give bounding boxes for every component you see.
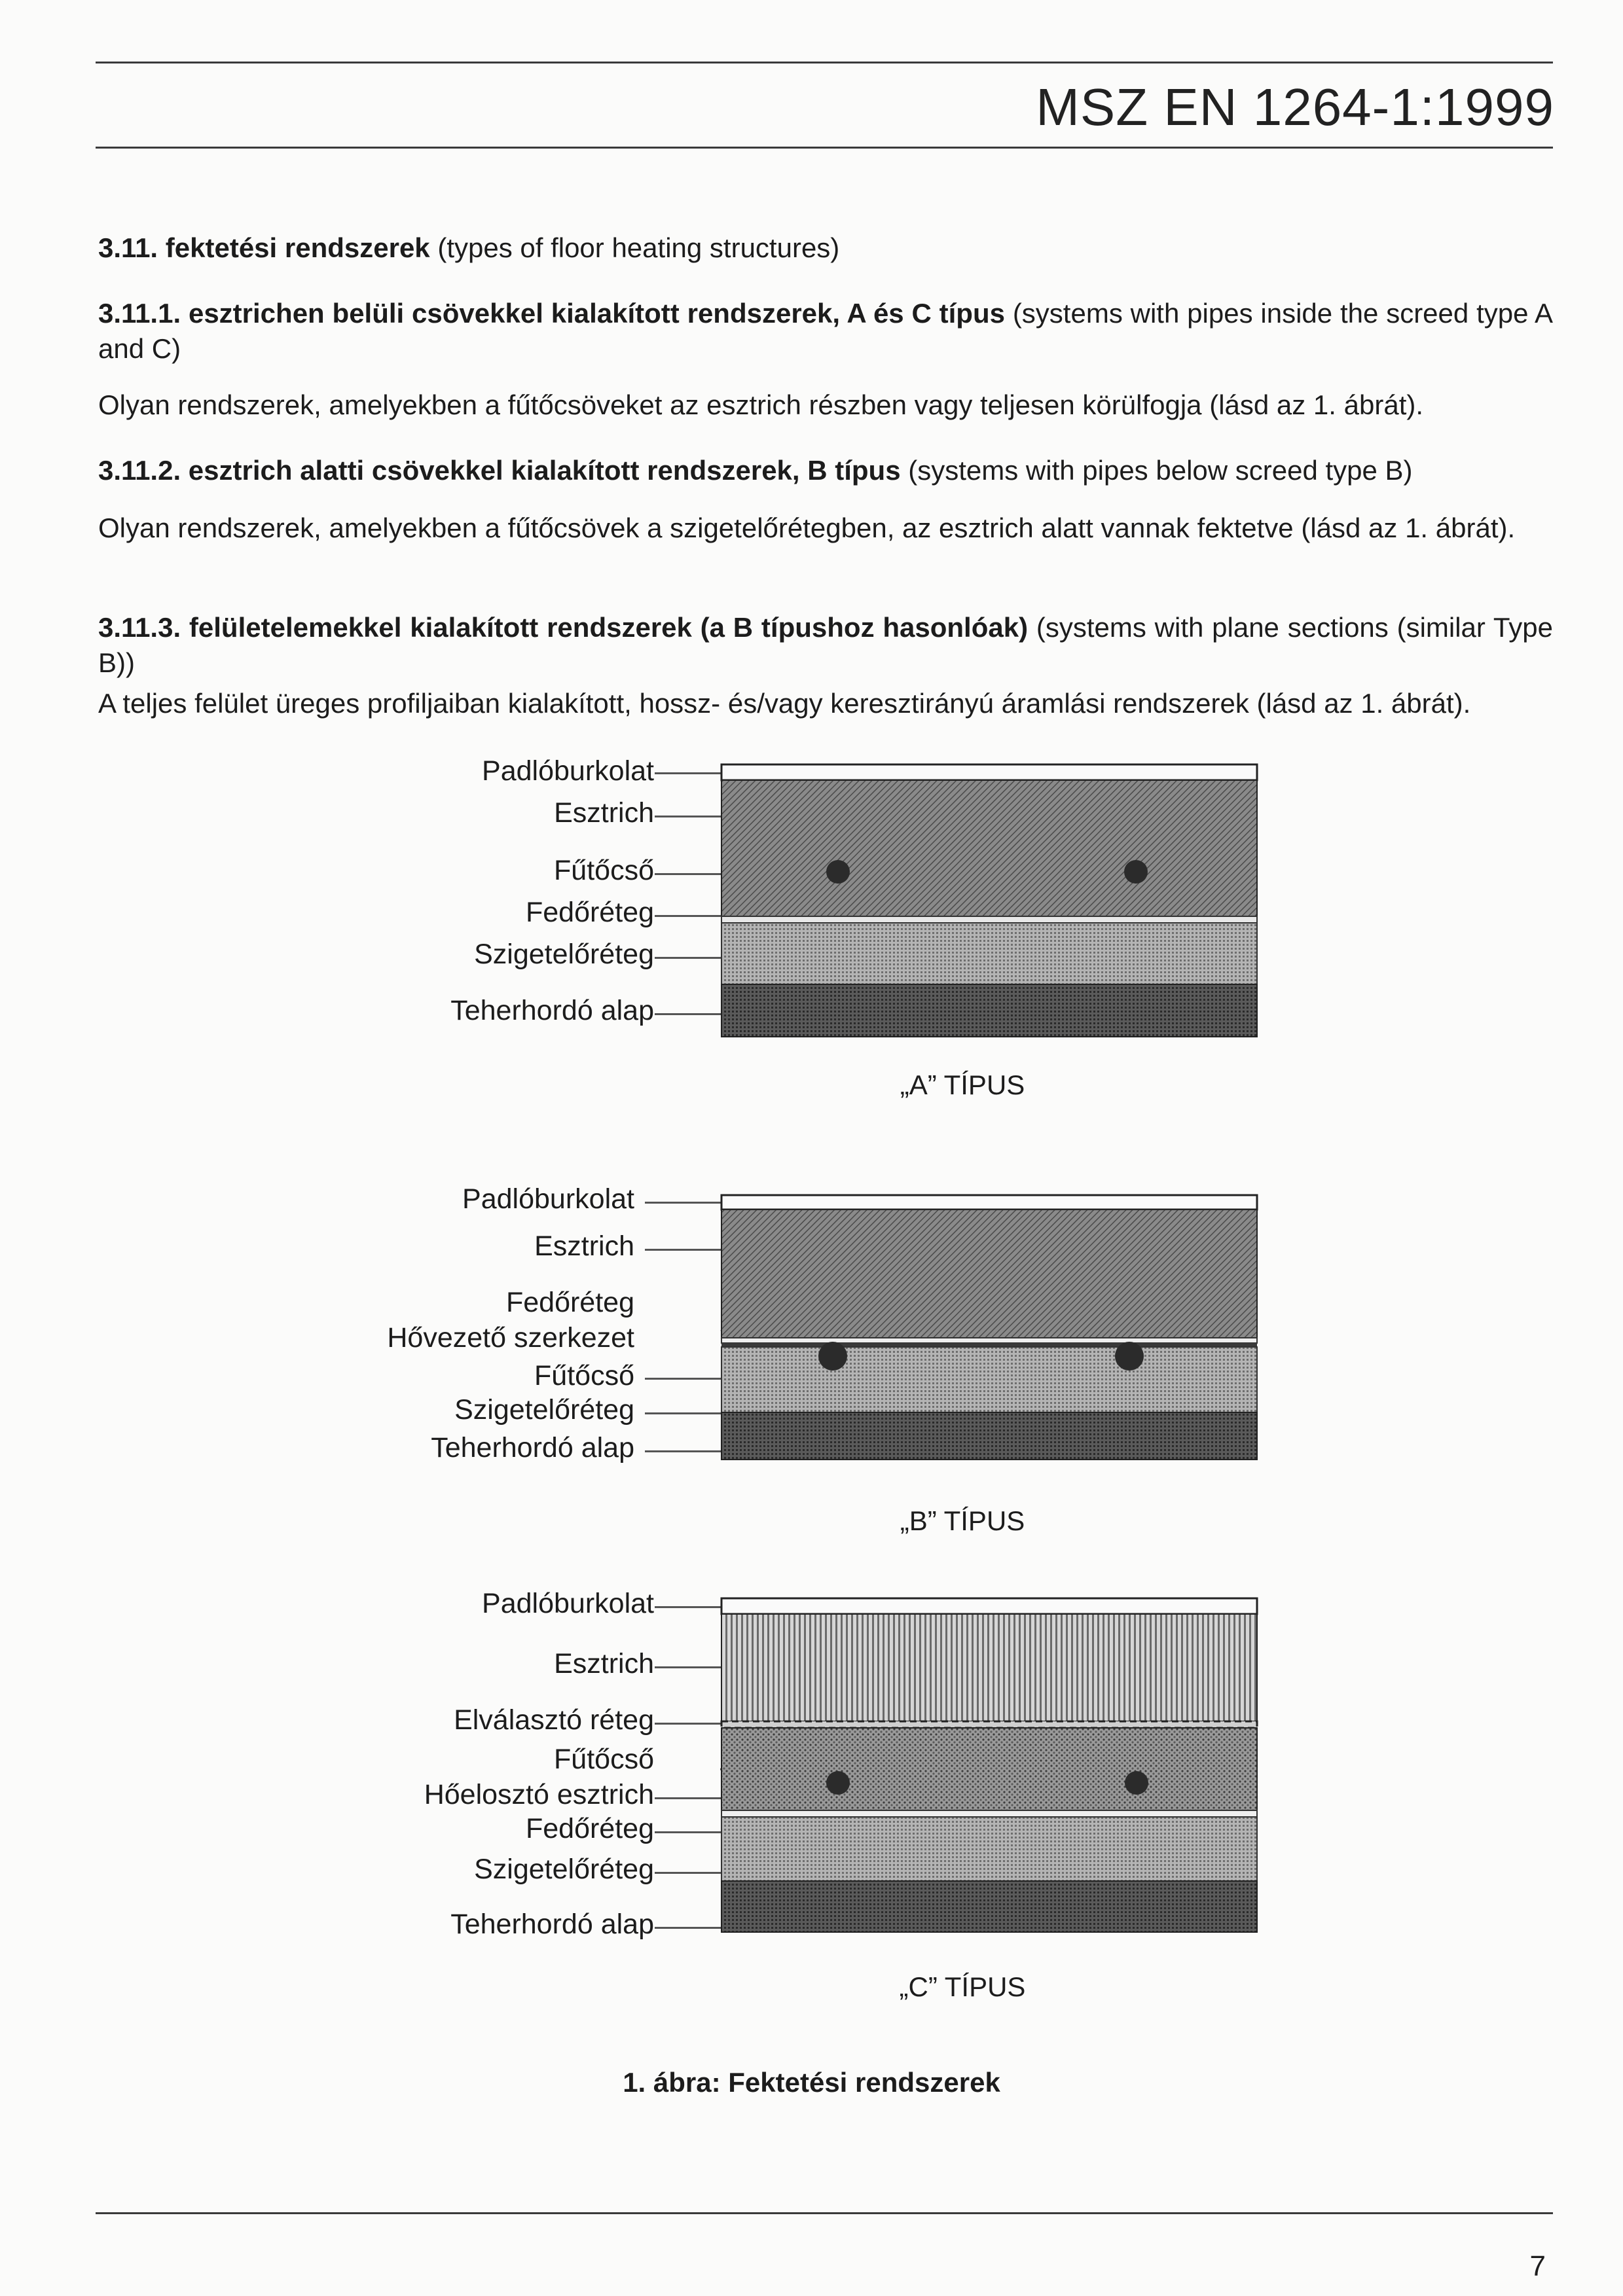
leader-line <box>645 1450 723 1452</box>
leader-line <box>645 1412 723 1414</box>
section-3-11-2-heading <box>98 453 1553 488</box>
heating-pipe <box>1124 860 1148 884</box>
label-insulation: Szigetelőréteg <box>454 1394 634 1426</box>
page-number: 7 <box>1529 2250 1546 2282</box>
leader-line <box>655 1666 727 1668</box>
section-3-11-3-heading <box>98 610 1553 681</box>
insulation-layer <box>721 923 1257 984</box>
section-subtitle: (systems with plane sections (similar Type B)) <box>98 612 1553 678</box>
leader-line <box>645 1378 723 1380</box>
label-cover-layer: Fedőréteg <box>525 897 654 928</box>
figure-c-caption: „C” TÍPUS <box>899 1971 1026 2002</box>
leader-line <box>645 1202 723 1204</box>
label-floor-covering: Padlóburkolat <box>462 1183 634 1215</box>
section-title: fektetési rendszerek <box>165 232 430 263</box>
separation-layer <box>721 1721 1257 1728</box>
base-layer <box>721 1412 1257 1460</box>
heating-pipe <box>1125 1771 1148 1795</box>
heat-distribution-screed-layer <box>721 1728 1257 1810</box>
section-subtitle: (types of floor heating structures) <box>429 232 840 263</box>
label-cover-layer: Fedőréteg <box>505 1287 634 1318</box>
label-screed: Esztrich <box>554 797 654 829</box>
leader-line <box>655 915 727 917</box>
section-subtitle: (systems with pipes below screed type B) <box>900 455 1413 486</box>
label-separation-layer: Elválasztó réteg <box>454 1704 654 1736</box>
section-3-11-1-heading <box>98 296 1553 367</box>
footer-rule <box>96 2212 1553 2214</box>
heating-pipe <box>1115 1342 1144 1371</box>
cover-layer <box>721 1810 1257 1817</box>
leader-line <box>655 1927 727 1929</box>
figure-type-c <box>720 1597 1270 1950</box>
leader-line <box>655 772 727 774</box>
figure-type-b <box>720 1194 1270 1482</box>
header-bottom-rule <box>96 147 1553 149</box>
label-floor-covering: Padlóburkolat <box>482 1588 654 1619</box>
label-screed: Esztrich <box>534 1230 634 1262</box>
section-title: felületelemekkel kialakított rendszerek (a B típushoz hasonlóak) <box>189 612 1029 643</box>
label-heating-pipe: Fűtőcső <box>554 1744 654 1775</box>
leader-line <box>655 816 727 817</box>
label-heating-pipe: Fűtőcső <box>554 855 654 886</box>
heating-pipe <box>818 1342 847 1371</box>
leader-line <box>655 1872 727 1874</box>
label-screed: Esztrich <box>554 1648 654 1679</box>
label-load-bearing-base: Teherhordó alap <box>450 1909 654 1940</box>
screed-layer <box>721 1210 1257 1338</box>
label-insulation: Szigetelőréteg <box>474 939 654 970</box>
leader-line <box>655 1723 727 1725</box>
section-3-11-2-body: Olyan rendszerek, amelyekben a fűtőcsövek a szigetelőrétegben, az esztrich alatt vannak fektetve (lásd az 1. ábrát). <box>98 512 1516 543</box>
insulation-layer <box>721 1817 1257 1881</box>
base-layer <box>721 1881 1257 1932</box>
floor-covering-layer <box>721 764 1257 780</box>
heating-pipe <box>826 860 850 884</box>
insulation-layer <box>721 1347 1257 1412</box>
label-heating-pipe: Fűtőcső <box>534 1360 634 1391</box>
section-3-11-1-body: Olyan rendszerek, amelyekben a fűtőcsöveket az esztrich részben vagy teljesen körülfogja (lásd az 1. ábrát). <box>98 389 1424 420</box>
section-number: 3.11. <box>98 232 158 263</box>
section-title: esztrichen belüli csövekkel kialakított rendszerek, A és C típus <box>188 298 1005 329</box>
label-heat-conducting-structure: Hővezető szerkezet <box>387 1322 634 1354</box>
label-heat-distribution-screed: Hőelosztó esztrich <box>424 1779 654 1810</box>
section-title: esztrich alatti csövekkel kialakított rendszerek, B típus <box>188 455 901 486</box>
label-load-bearing-base: Teherhordó alap <box>450 995 654 1026</box>
floor-covering-layer <box>721 1195 1257 1210</box>
heating-pipe <box>826 1771 850 1795</box>
label-load-bearing-base: Teherhordó alap <box>431 1432 634 1463</box>
screed-layer <box>721 1614 1257 1721</box>
figure-type-a <box>720 763 1270 1038</box>
leader-line <box>655 1606 727 1608</box>
floor-covering-layer <box>721 1598 1257 1614</box>
header-top-rule <box>96 62 1553 63</box>
section-3-11-3-body: A teljes felület üreges profiljaiban kialakított, hossz- és/vagy keresztirányú áramlási rendszerek (lásd az 1. ábrát). <box>98 688 1471 719</box>
label-insulation: Szigetelőréteg <box>474 1854 654 1885</box>
leader-line <box>655 957 727 959</box>
figure-b-caption: „B” TÍPUS <box>900 1505 1025 1536</box>
leader-line <box>655 1797 727 1799</box>
cover-layer <box>721 1338 1257 1343</box>
section-number: 3.11.3. <box>98 612 181 643</box>
section-subtitle: (systems with pipes inside the screed type A and C) <box>98 298 1553 364</box>
cover-layer <box>721 916 1257 923</box>
label-cover-layer: Fedőréteg <box>525 1813 654 1844</box>
figure-caption: 1. ábra: Fektetési rendszerek <box>623 2067 1000 2098</box>
screed-layer <box>721 780 1257 916</box>
label-floor-covering: Padlóburkolat <box>482 755 654 787</box>
section-number: 3.11.1. <box>98 298 181 329</box>
leader-line <box>655 1013 727 1015</box>
section-3-11-heading <box>98 230 1553 266</box>
leader-line <box>655 1831 727 1833</box>
standard-title: MSZ EN 1264-1:1999 <box>1036 78 1554 136</box>
leader-line <box>645 1249 723 1251</box>
figure-a-caption: „A” TÍPUS <box>900 1069 1025 1100</box>
section-number: 3.11.2. <box>98 455 181 486</box>
base-layer <box>721 984 1257 1037</box>
